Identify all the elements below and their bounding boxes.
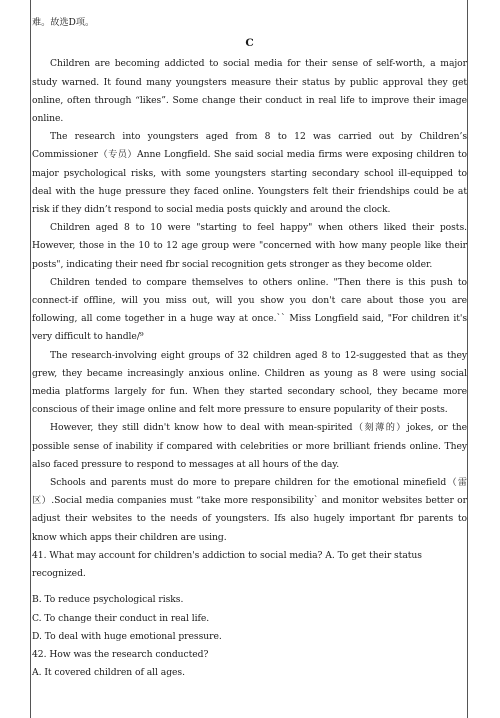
paragraph: Schools and parents must do more to prepare children for the emotional minefield（雷区）.Social media companies must “take more responsibility` and monitor websites better or adjust their websites to the needs of youngsters. Ifs also hugely important fbr parents to know which apps their children are using. [32, 477, 467, 543]
question-42: 42. How was the research conducted? [32, 648, 209, 660]
question-42-option-a: A. It covered children of all ages. [32, 667, 185, 679]
paragraph: Children tended to compare themselves to others online. "Then there is this push to connect-if offline, will you miss out, will you show you don't care about those you are following, all come together in a huge way at once.`` Miss Longfield said, "For children it's very difficult to handle/⁹ [32, 276, 467, 343]
paragraph: However, they still didn't know how to deal with mean-spirited（刻薄的）jokes, or the possible sense of inability if compared with celebrities or more brilliant friends online. They also faced pressure to respond to messages at all hours of the day. [32, 422, 467, 470]
question-41-option-b: B. To reduce psychological risks. [32, 594, 184, 606]
document-body [32, 14, 467, 682]
question-41: 41. What may account for children's addiction to social media? A. To get their status recognized. [32, 549, 422, 580]
previous-answer-line: 难。故选D项。 [32, 17, 95, 28]
paragraph: The research into youngsters aged from 8 to 12 was carried out by Children’s Commissioner（专员）Anne Longfield. She said social media firms were exposing children to major psychological risks, with some youngsters starting secondary school ill-equipped to deal with the huge pressure they faced online. Youngsters felt their friendships could be at risk if they didn’t respond to social media posts quickly and around the clock. [32, 131, 467, 216]
paragraph: The research-involving eight groups of 32 children aged 8 to 12-suggested that as they grew, they became increasingly anxious online. Children as young as 8 were using social media platforms largely for fun. When they started secondary school, they became more conscious of their image online and felt more pressure to ensure popularity of their posts. [32, 349, 467, 416]
question-41-option-c: C. To change their conduct in real life. [32, 612, 210, 624]
paragraph: Children aged 8 to 10 were "starting to feel happy" when others liked their posts. However, those in the 10 to 12 age group were "concerned with how many people like their posts", indicating their need fbr social recognition gets stronger as they become older. [32, 222, 467, 270]
question-41-option-d: D. To deal with huge emotional pressure. [32, 630, 222, 642]
section-heading: C [245, 37, 254, 50]
paragraph: Children are becoming addicted to social media for their sense of self-worth, a major study warned. It found many youngsters measure their status by public approval they get online, often through “likes”. Some change their conduct in real life to improve their image online. [32, 58, 467, 125]
